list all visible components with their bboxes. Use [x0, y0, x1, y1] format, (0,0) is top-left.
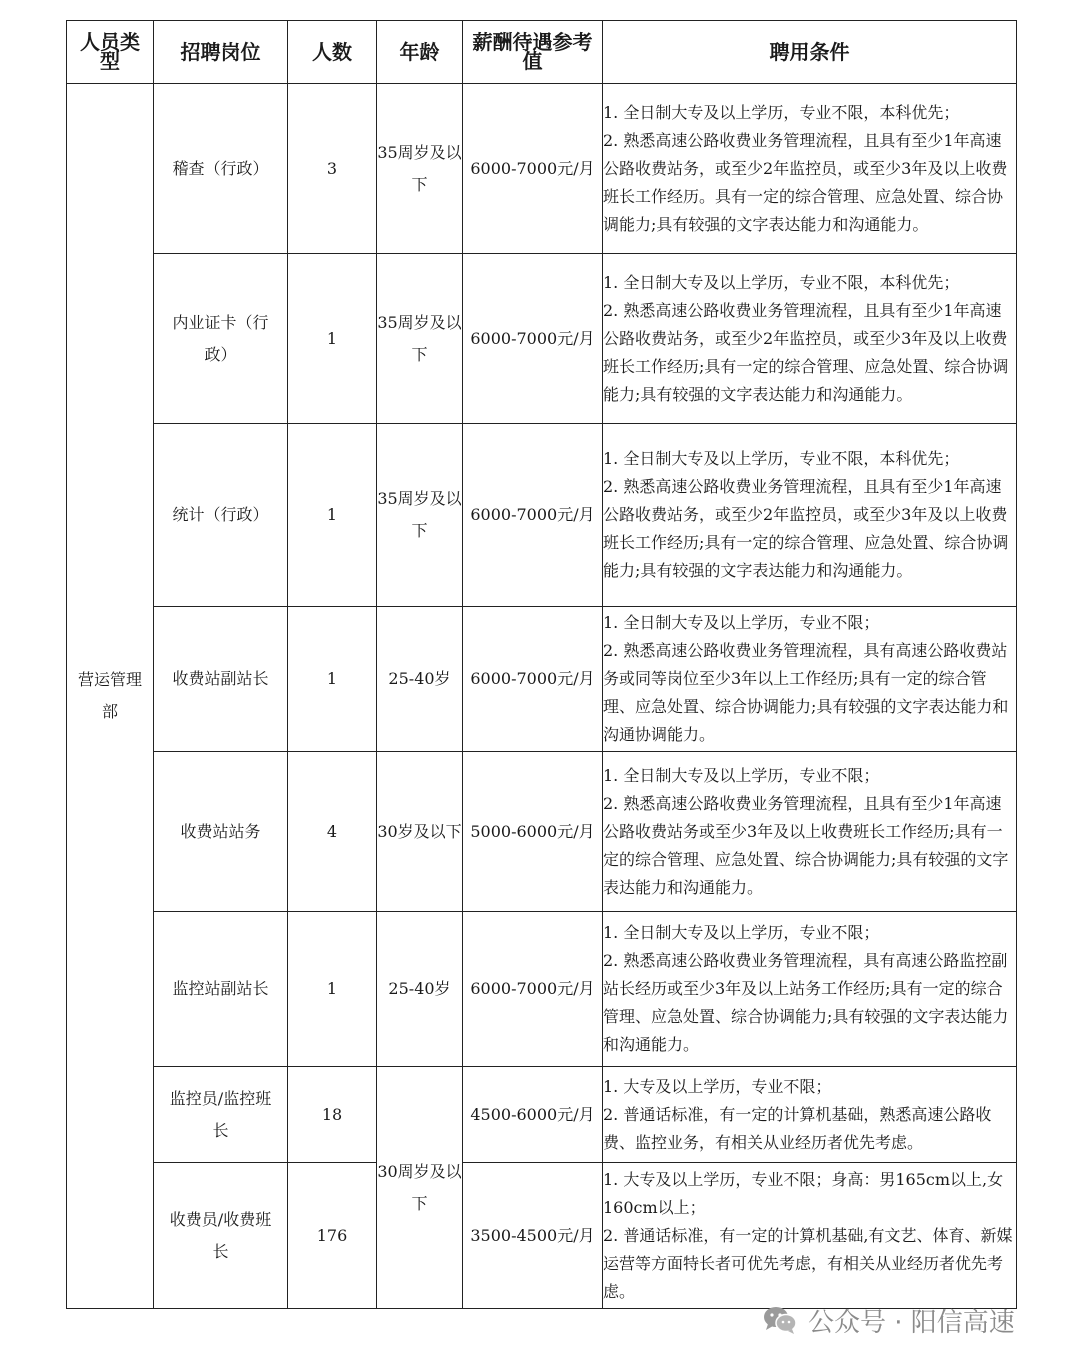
requirement-line: 1. 全日制大专及以上学历，专业不限； [603, 923, 880, 942]
position-cell: 监控站副站长 [154, 912, 288, 1067]
table-row [67, 752, 1017, 912]
position-cell: 监控员/监控班长 [154, 1067, 288, 1163]
header-salary: 薪酬待遇参考值 [463, 21, 603, 84]
age-cell: 30周岁及以下 [377, 1067, 463, 1309]
position-cell: 稽查（行政） [154, 84, 288, 254]
requirement-line: 1. 全日制大专及以上学历，专业不限，本科优先； [603, 102, 960, 122]
count-cell: 1 [288, 254, 377, 424]
salary-cell: 3500-4500元/月 [463, 1163, 603, 1309]
requirement-line: 1. 全日制大专及以上学历，专业不限，本科优先； [603, 272, 960, 292]
table-row [67, 84, 1017, 254]
requirement-line: 1. 全日制大专及以上学历，专业不限； [603, 765, 880, 785]
requirements-cell [603, 607, 1017, 752]
requirements-cell [603, 752, 1017, 912]
age-cell: 35周岁及以下 [377, 254, 463, 424]
header-type: 人员类型 [67, 21, 154, 84]
age-cell: 35周岁及以下 [377, 84, 463, 254]
requirements-cell [603, 912, 1017, 1067]
position-cell: 收费员/收费班长 [154, 1163, 288, 1309]
department-cell: 营运管理部 [67, 84, 154, 1309]
requirement-line: 1. 全日制大专及以上学历，专业不限； [603, 613, 880, 632]
salary-cell: 6000-7000元/月 [463, 607, 603, 752]
table-row [67, 607, 1017, 752]
requirement-line: 1. 全日制大专及以上学历，专业不限，本科优先； [603, 449, 960, 468]
position-cell: 统计（行政） [154, 424, 288, 607]
salary-cell: 6000-7000元/月 [463, 254, 603, 424]
table-row [67, 1163, 1017, 1309]
age-cell: 25-40岁 [377, 607, 463, 752]
salary-cell: 5000-6000元/月 [463, 752, 603, 912]
header-position: 招聘岗位 [154, 21, 288, 84]
count-cell: 176 [288, 1163, 377, 1309]
requirements-cell [603, 424, 1017, 607]
position-cell: 收费站副站长 [154, 607, 288, 752]
salary-cell: 6000-7000元/月 [463, 84, 603, 254]
table-row [67, 1067, 1017, 1163]
requirement-line: 1. 大专及以上学历，专业不限； [603, 1076, 832, 1096]
salary-cell: 6000-7000元/月 [463, 912, 603, 1067]
requirement-line: 2. 熟悉高速公路收费业务管理流程，且具有至少1年高速公路收费站务，或至少2年监控员，或至少3年及以上收费班长工作经历。具有一定的综合管理、应急处置、综合协调能力;具有较强的文字表达能力和沟通能力。 [603, 130, 1008, 234]
count-cell: 1 [288, 912, 377, 1067]
requirement-line: 2. 普通话标准，有一定的计算机基础，熟悉高速公路收费、监控业务，有相关从业经历者优先考虑。 [603, 1104, 992, 1152]
requirement-line: 1. 大专及以上学历，专业不限；身高：男165cm以上,女160cm以上； [603, 1169, 1004, 1217]
age-cell: 35周岁及以下 [377, 424, 463, 607]
age-cell: 30岁及以下 [377, 752, 463, 912]
table-row [67, 912, 1017, 1067]
count-cell: 18 [288, 1067, 377, 1163]
salary-cell: 6000-7000元/月 [463, 424, 603, 607]
requirements-cell [603, 84, 1017, 254]
requirements-cell [603, 254, 1017, 424]
age-cell: 25-40岁 [377, 912, 463, 1067]
position-cell: 收费站站务 [154, 752, 288, 912]
count-cell: 1 [288, 607, 377, 752]
position-cell: 内业证卡（行政） [154, 254, 288, 424]
salary-cell: 4500-6000元/月 [463, 1067, 603, 1163]
table-row [67, 254, 1017, 424]
count-cell: 1 [288, 424, 377, 607]
watermark [762, 1302, 1015, 1338]
count-cell: 3 [288, 84, 377, 254]
header-row [67, 21, 1017, 84]
requirement-line: 2. 熟悉高速公路收费业务管理流程，且具有至少1年高速公路收费站务或至少3年及以上收费班长工作经历;具有一定的综合管理、应急处置、综合协调能力;具有较强的文字表达能力和沟通能力。 [603, 793, 1009, 897]
requirements-cell [603, 1067, 1017, 1163]
header-requirements: 聘用条件 [603, 21, 1017, 84]
watermark-text: 公众号 · 阳信高速 [808, 1307, 1015, 1338]
requirements-cell [603, 1163, 1017, 1309]
requirement-line: 2. 熟悉高速公路收费业务管理流程，具有高速公路监控副站长经历或至少3年及以上站务工作经历;具有一定的综合管理、应急处置、综合协调能力;具有较强的文字表达能力和沟通能力。 [603, 951, 1009, 1054]
header-age: 年龄 [377, 21, 463, 84]
recruitment-table [66, 20, 1017, 1309]
requirement-line: 2. 熟悉高速公路收费业务管理流程，且具有至少1年高速公路收费站务，或至少2年监控员，或至少3年及以上收费班长工作经历;具有一定的综合管理、应急处置、综合协调能力;具有较强的文字表达能力和沟通能力。 [603, 300, 1009, 404]
wechat-icon [762, 1305, 798, 1335]
requirement-line: 2. 普通话标准，有一定的计算机基础,有文艺、体育、新媒运营等方面特长者可优先考虑，有相关从业经历者优先考虑。 [603, 1225, 1013, 1301]
requirement-line: 2. 熟悉高速公路收费业务管理流程，且具有至少1年高速公路收费站务，或至少2年监控员，或至少3年及以上收费班长工作经历;具有一定的综合管理、应急处置、综合协调能力;具有较强的文字表达能力和沟通能力。 [603, 477, 1009, 580]
requirement-line: 2. 熟悉高速公路收费业务管理流程，具有高速公路收费站务或同等岗位至少3年以上工作经历;具有一定的综合管理、应急处置、综合协调能力;具有较强的文字表达能力和沟通协调能力。 [603, 641, 1009, 744]
header-count: 人数 [288, 21, 377, 84]
table-row [67, 424, 1017, 607]
count-cell: 4 [288, 752, 377, 912]
